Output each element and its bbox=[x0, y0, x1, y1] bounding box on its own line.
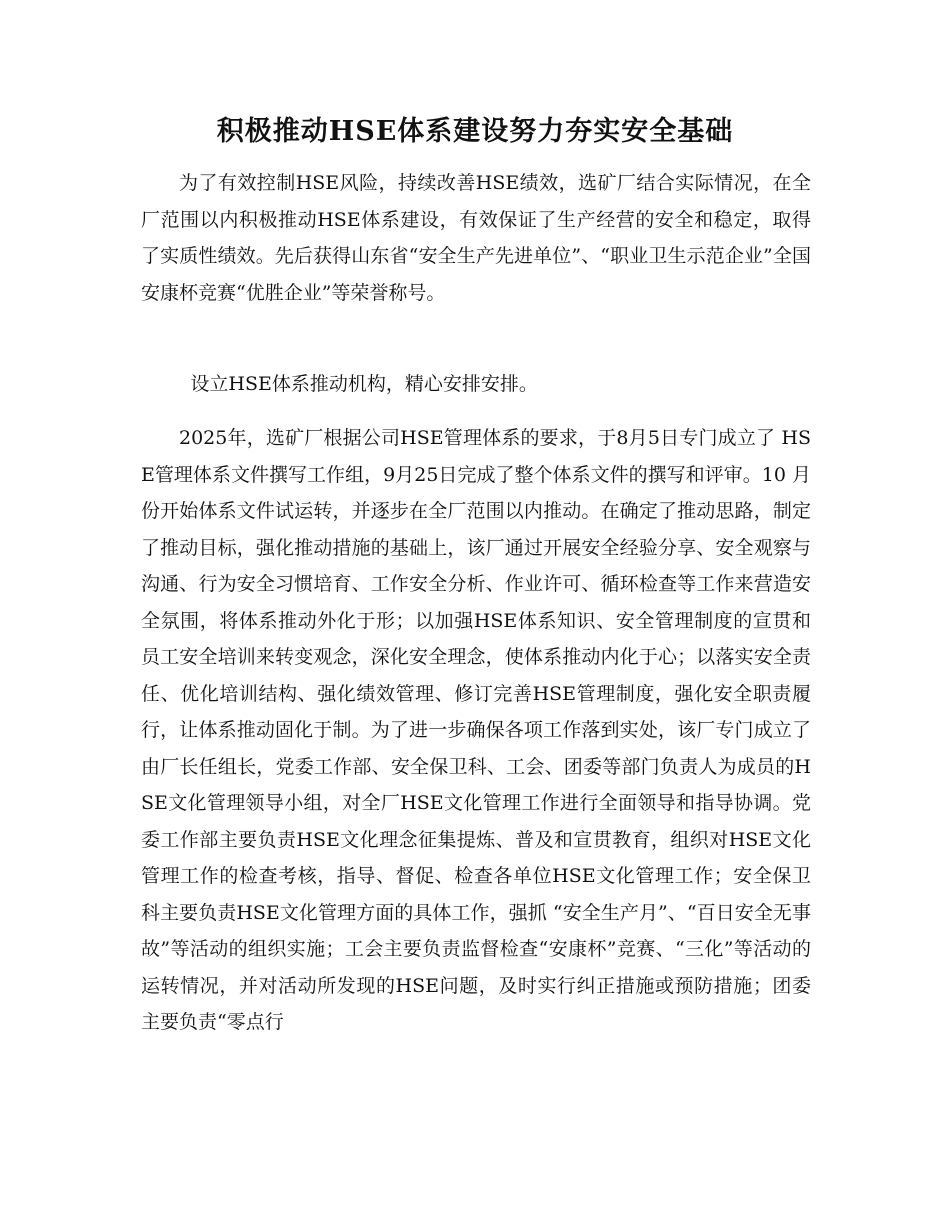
paragraph-section-heading: 设立HSE体系推动机构，精心安排安排。 bbox=[190, 373, 538, 395]
document-title: 积极推动HSE体系建设努力夯实安全基础 bbox=[216, 116, 734, 147]
paragraph-intro: 为了有效控制HSE风险，持续改善HSE绩效，选矿厂结合实际情况，在全厂范围以内积极推动HSE体系建设，有效保证了生产经营的安全和稳定，取得了实质性绩效。先后获得山东省“安全生产先进单位”、“职业卫生示范企业”全国安康杯竞赛“优胜企业”等荣誉称号。 bbox=[141, 172, 811, 304]
paragraph-body: 2025年，选矿厂根据公司HSE管理体系的要求，于8月5日专门成立了 HSE管理体系文件撰写工作组，9月25日完成了整个体系文件的撰写和评审。10 月份开始体系文件试运转，并逐步在全厂范围以内推动。在确定了推动思路，制定了推动目标，强化推动措施的基础上，该厂通过开展安全经验分享、安全观察与沟通、行为安全习惯培育、工作安全分析、作业许可、循环检查等工作来营造安全氛围，将体系推动外化于形；以加强HSE体系知识、安全管理制度的宣贯和员工安全培训来转变观念，深化安全理念，使体系推动内化于心；以落实安全责任、优化培训结构、强化绩效管理、修订完善HSE管理制度，强化安全职责履行，让体系推动固化于制。为了进一步确保各项工作落到实处，该厂专门成立了由厂长任组长，党委工作部、安全保卫科、工会、团委等部门负责人为成员的HSE文化管理领导小组，对全厂HSE文化管理工作进行全面领导和指导协调。党委工作部主要负责HSE文化理念征集提炼、普及和宣贯教育，组织对HSE文化管理工作的检查考核，指导、督促、检查各单位HSE文化管理工作；安全保卫科主要负责HSE文化管理方面的具体工作，强抓 “安全生产月”、“百日安全无事故”等活动的组织实施；工会主要负责监督检查“安康杯”竞赛、“三化”等活动的运转情况，并对活动所发现的HSE问题，及时实行纠正措施或预防措施；团委主要负责“零点行 bbox=[141, 427, 811, 1033]
